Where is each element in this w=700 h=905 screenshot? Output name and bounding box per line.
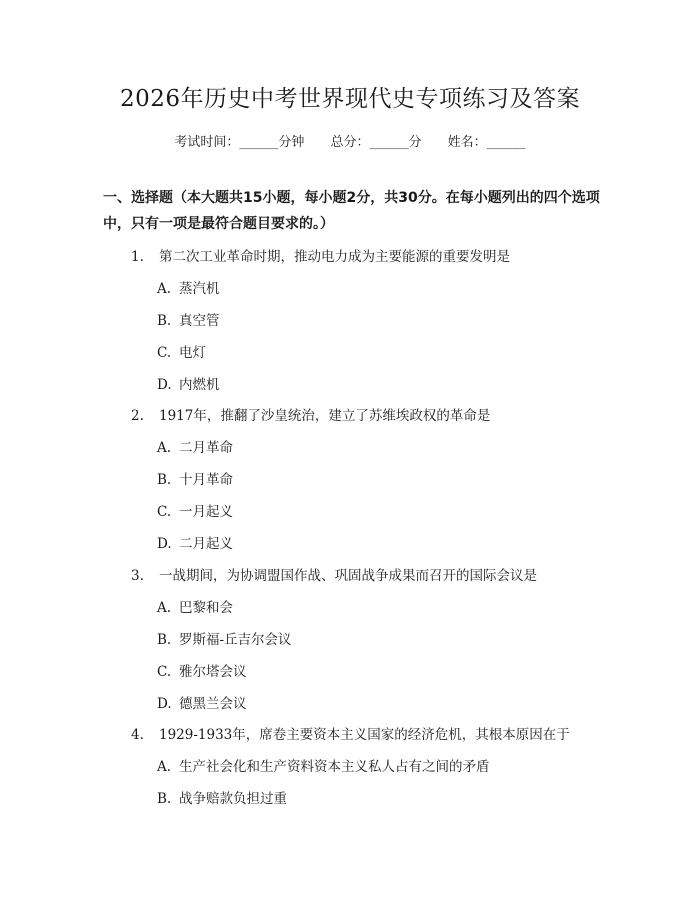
exam-time-blank: ______	[239, 135, 279, 150]
exam-time-unit: 分钟	[278, 135, 305, 150]
total-score-field	[330, 131, 421, 150]
question-text: 1929-1933年，席卷主要资本主义国家的经济危机，其根本原因在于	[159, 727, 570, 743]
question-number: 2.	[131, 408, 144, 424]
exam-info-line	[0, 131, 700, 150]
option-3d	[157, 692, 247, 712]
name-label: 姓名：	[447, 135, 487, 150]
option-2b	[157, 468, 233, 488]
option-letter: A.	[157, 281, 172, 297]
option-2a	[157, 436, 233, 456]
option-4b	[157, 787, 287, 807]
option-4a	[157, 755, 490, 775]
question-1	[131, 245, 510, 265]
option-letter: B.	[157, 472, 172, 488]
option-text: 蒸汽机	[179, 281, 220, 297]
question-3	[131, 564, 537, 584]
option-1d	[157, 373, 220, 393]
question-number: 3.	[131, 568, 144, 584]
option-letter: A.	[157, 759, 172, 775]
option-letter: D.	[157, 696, 172, 712]
page-title: 2026年历史中考世界现代史专项练习及答案	[119, 86, 581, 112]
total-score-label: 总分：	[330, 135, 370, 150]
option-letter: A.	[157, 600, 172, 616]
option-letter: C.	[157, 345, 172, 361]
option-text: 真空管	[179, 313, 220, 329]
option-letter: C.	[157, 504, 172, 520]
question-text: 一战期间，为协调盟国作战、巩固战争成果而召开的国际会议是	[159, 568, 537, 584]
option-text: 二月起义	[179, 536, 233, 552]
option-3c	[157, 660, 247, 680]
option-letter: B.	[157, 313, 172, 329]
option-letter: D.	[157, 536, 172, 552]
option-letter: D.	[157, 377, 172, 393]
section-heading: 一、选择题（本大题共15小题，每小题2分，共30分。在每小题列出的四个选项中，只有一项是最符合题目要求的。）	[103, 190, 600, 232]
exam-time-field	[174, 131, 304, 150]
name-field	[448, 131, 526, 150]
option-3a	[157, 596, 233, 616]
exam-time-label: 考试时间：	[174, 135, 240, 150]
option-letter: B.	[157, 632, 172, 648]
total-score-unit: 分	[408, 135, 422, 150]
option-2c	[157, 500, 233, 520]
question-number: 4.	[131, 727, 144, 743]
option-3b	[157, 628, 292, 648]
option-text: 一月起义	[179, 504, 233, 520]
question-text: 第二次工业革命时期，推动电力成为主要能源的重要发明是	[159, 249, 510, 265]
option-1c	[157, 341, 206, 361]
option-1a	[157, 277, 220, 297]
option-letter: C.	[157, 664, 172, 680]
option-1b	[157, 309, 220, 329]
option-text: 电灯	[179, 345, 206, 361]
option-text: 十月革命	[179, 472, 233, 488]
name-blank: ______	[486, 135, 526, 150]
option-text: 生产社会化和生产资料资本主义私人占有之间的矛盾	[179, 759, 490, 775]
option-letter: A.	[157, 440, 172, 456]
option-text: 内燃机	[179, 377, 220, 393]
option-letter: B.	[157, 791, 172, 807]
total-score-blank: ______	[369, 135, 409, 150]
option-text: 雅尔塔会议	[179, 664, 247, 680]
question-number: 1.	[131, 249, 144, 265]
option-text: 战争赔款负担过重	[179, 791, 287, 807]
question-2	[131, 404, 490, 424]
option-text: 二月革命	[179, 440, 233, 456]
question-4	[131, 723, 570, 743]
option-text: 德黑兰会议	[179, 696, 247, 712]
option-text: 罗斯福-丘吉尔会议	[179, 632, 292, 648]
question-text: 1917年，推翻了沙皇统治，建立了苏维埃政权的革命是	[159, 408, 491, 424]
option-text: 巴黎和会	[179, 600, 233, 616]
option-2d	[157, 532, 233, 552]
